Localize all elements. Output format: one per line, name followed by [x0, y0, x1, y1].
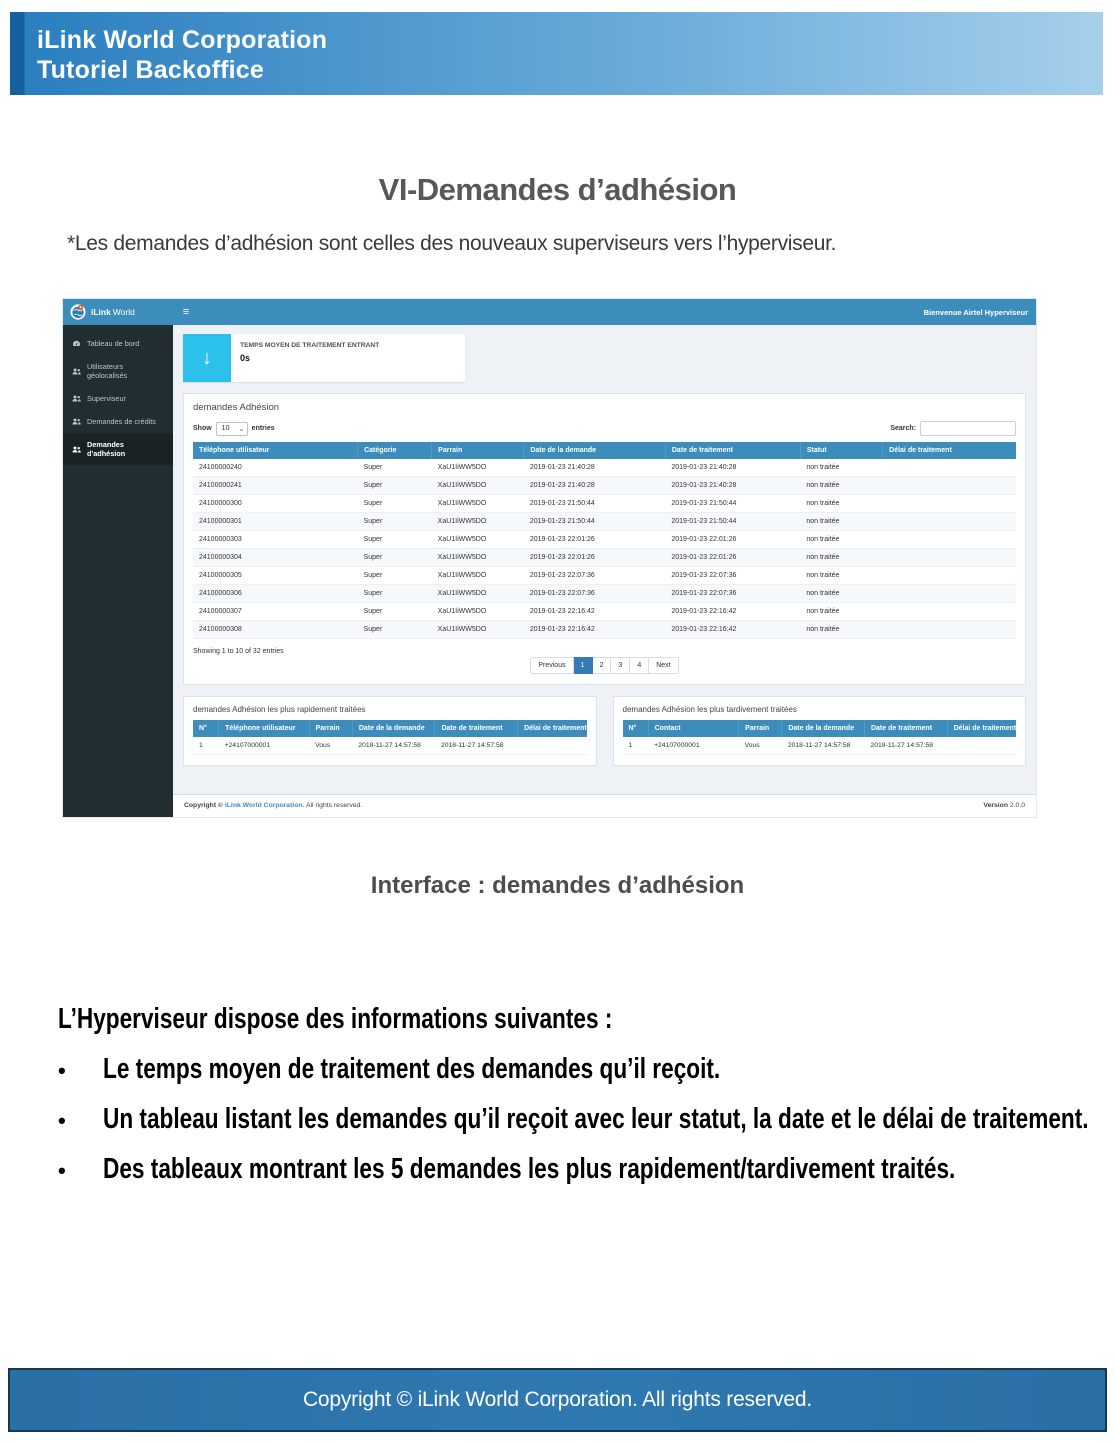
table-cell: Super [358, 531, 432, 549]
dashboard-icon [72, 339, 81, 348]
table-cell: +24107000001 [219, 737, 310, 755]
app-body [63, 325, 1036, 817]
table-cell: 2019-01-23 22:07:36 [665, 585, 800, 603]
table-cell [883, 567, 1016, 585]
table-cell: 2018-11-27 14:57:58 [352, 737, 435, 755]
entries-label: entries [251, 425, 275, 432]
brand-name-bold: iLink [91, 307, 111, 317]
table-cell: Super [358, 513, 432, 531]
table-body [193, 459, 1016, 639]
column-header[interactable]: Statut [800, 442, 882, 459]
sidebar-item-superviseur[interactable] [63, 387, 173, 410]
table-cell [883, 459, 1016, 477]
next-page-button[interactable]: Next [649, 657, 678, 674]
column-header[interactable]: Date de la demande [524, 442, 666, 459]
app-brand[interactable] [63, 299, 173, 325]
table-cell: 24100000306 [193, 585, 358, 603]
sidebar-item-label: Demandes d'adhésion [87, 440, 126, 458]
table-cell: 2019-01-23 21:40:28 [524, 459, 666, 477]
table-row [193, 585, 1016, 603]
table-cell: Super [358, 603, 432, 621]
table-row [193, 459, 1016, 477]
table-row [193, 531, 1016, 549]
table-body [193, 737, 587, 755]
brand-name-rest: World [112, 307, 135, 317]
table-cell: non traitée [800, 531, 882, 549]
table-cell: 2019-01-23 21:40:28 [524, 477, 666, 495]
search-label: Search: [890, 425, 916, 432]
panel-title: demandes Adhésion les plus tardivement traitées [622, 705, 797, 714]
table-cell: non traitée [800, 585, 882, 603]
table-cell: 2018-11-27 14:57:58 [435, 737, 518, 755]
table-cell: non traitée [800, 495, 882, 513]
stat-label: TEMPS MOYEN DE TRAITEMENT ENTRANT [240, 342, 380, 349]
table-cell: 2019-01-23 22:07:36 [524, 567, 666, 585]
users-icon [72, 417, 81, 426]
document-header [10, 12, 1103, 95]
sidebar-item-tableau-de-bord[interactable] [63, 332, 173, 355]
info-block [58, 1003, 1089, 1186]
table-cell: 1 [623, 737, 649, 755]
column-header: N° [193, 720, 219, 737]
bullet-text: Un tableau listant les demandes qu’il reçoit avec leur statut, la date et le délai de traitement. [103, 1103, 1089, 1135]
table-row [193, 513, 1016, 531]
bottom-panels-row [183, 696, 1026, 766]
table-cell: 2019-01-23 21:40:28 [665, 477, 800, 495]
column-header: Contact [648, 720, 739, 737]
table-cell: XaU1IiWW5DO [432, 495, 524, 513]
table-cell: 2019-01-23 22:01:26 [665, 531, 800, 549]
fastest-processed-table [193, 720, 587, 755]
table-cell: 24100000300 [193, 495, 358, 513]
document-footer [8, 1368, 1107, 1432]
users-icon [72, 445, 81, 454]
table-controls [193, 421, 1016, 436]
company-link[interactable]: iLink World Corporation [224, 802, 303, 809]
slowest-processed-table [623, 720, 1017, 755]
panel-title: demandes Adhésion les plus rapidement traitées [193, 705, 366, 714]
sidebar-item-demandes-adhesion[interactable] [63, 433, 173, 465]
column-header: Parrain [309, 720, 352, 737]
table-cell: 2019-01-23 22:16:42 [665, 603, 800, 621]
app-version [983, 802, 1025, 809]
table-cell [947, 737, 1016, 755]
table-body [623, 737, 1017, 755]
stat-text [231, 334, 388, 382]
stat-card-temps-moyen [183, 334, 465, 382]
table-row [193, 477, 1016, 495]
entries-summary: Showing 1 to 10 of 32 entries [193, 648, 284, 655]
table-cell: 2019-01-23 21:50:44 [665, 513, 800, 531]
download-arrow-icon: ↓ [183, 334, 231, 382]
welcome-user-text: Bienvenue Airtel Hyperviseur [923, 307, 1028, 317]
sidebar [63, 325, 173, 817]
table-row [193, 495, 1016, 513]
table-cell: 24100000304 [193, 549, 358, 567]
sidebar-item-label: Tableau de bord [87, 339, 140, 348]
version-label: Version [983, 802, 1008, 809]
page-button-1[interactable]: 1 [574, 657, 593, 674]
globe-pin-logo-icon [70, 304, 86, 320]
table-cell: 2019-01-23 21:50:44 [524, 513, 666, 531]
table-cell: Super [358, 459, 432, 477]
table-cell: 2019-01-23 22:16:42 [665, 621, 800, 639]
previous-page-button[interactable]: Previous [530, 657, 573, 674]
menu-toggle-button[interactable]: ≡ [182, 306, 190, 318]
table-header [193, 720, 587, 737]
pagination-wrap [193, 657, 1016, 674]
app-topbar [63, 299, 1036, 325]
table-cell: 24100000240 [193, 459, 358, 477]
info-bullet-1 [58, 1053, 1068, 1086]
backoffice-screenshot [62, 298, 1037, 818]
page-button-2[interactable]: 2 [593, 657, 612, 674]
table-cell [883, 495, 1016, 513]
column-header: Parrain [739, 720, 782, 737]
fastest-processed-panel [183, 696, 597, 766]
page-button-4[interactable]: 4 [630, 657, 649, 674]
table-cell: 24100000307 [193, 603, 358, 621]
table-cell: non traitée [800, 549, 882, 567]
show-label: Show [193, 425, 212, 432]
search-control [890, 421, 1016, 436]
screenshot-caption: Interface : demandes d’adhésion [370, 872, 745, 899]
table-row [193, 737, 587, 755]
table-cell: non traitée [800, 621, 882, 639]
adhesion-requests-panel [183, 393, 1026, 685]
table-cell: Super [358, 549, 432, 567]
table-cell [883, 585, 1016, 603]
table-cell: 2019-01-23 22:16:42 [524, 603, 666, 621]
slowest-processed-panel [613, 696, 1027, 766]
table-cell: 2019-01-23 22:01:26 [524, 531, 666, 549]
table-cell: 2019-01-23 22:01:26 [524, 549, 666, 567]
table-row [623, 737, 1017, 755]
table-cell: XaU1IiWW5DO [432, 477, 524, 495]
version-number: 2.0.0 [1007, 802, 1025, 809]
column-header[interactable]: Catégorie [358, 442, 432, 459]
table-cell: non traitée [800, 459, 882, 477]
page-button-3[interactable]: 3 [611, 657, 630, 674]
table-cell [518, 737, 587, 755]
stat-value: 0s [240, 353, 251, 363]
table-cell: 2019-01-23 22:16:42 [524, 621, 666, 639]
copyright-suffix: . All rights reserved. [302, 802, 363, 809]
table-row [193, 549, 1016, 567]
page-title: VI-Demandes d’adhésion [378, 172, 737, 207]
info-intro: L’Hyperviseur dispose des informations suivantes : [58, 1003, 613, 1035]
table-cell: 24100000303 [193, 531, 358, 549]
sidebar-item-label: Superviseur [87, 394, 126, 403]
bullet-text: Le temps moyen de traitement des demandes qu’il reçoit. [103, 1053, 721, 1085]
panel-title: demandes Adhésion [193, 402, 280, 413]
table-cell: 2019-01-23 22:07:36 [665, 567, 800, 585]
users-icon [72, 394, 81, 403]
bullet-glyph: • [58, 1158, 66, 1183]
table-header [623, 720, 1017, 737]
table-row [193, 621, 1016, 639]
table-cell: Super [358, 567, 432, 585]
page-size-value: 10 [221, 425, 230, 432]
column-header: Délai de traitement [518, 720, 587, 737]
table-header [193, 442, 1016, 459]
column-header: Date de traitement [864, 720, 947, 737]
table-cell: Super [358, 477, 432, 495]
column-header: Date de traitement [435, 720, 518, 737]
table-cell: 2019-01-23 22:07:36 [524, 585, 666, 603]
page-subtitle: *Les demandes d’adhésion sont celles des nouveaux superviseurs vers l’hyperviseur. [67, 232, 837, 255]
table-cell [883, 531, 1016, 549]
spacer [183, 766, 1026, 794]
table-cell: 24100000301 [193, 513, 358, 531]
table-cell: Super [358, 495, 432, 513]
table-cell: 2019-01-23 22:01:26 [665, 549, 800, 567]
table-cell [883, 513, 1016, 531]
table-cell [883, 603, 1016, 621]
table-cell: +24107000001 [648, 737, 739, 755]
table-cell: XaU1IiWW5DO [432, 603, 524, 621]
table-cell: XaU1IiWW5DO [432, 459, 524, 477]
table-cell: Super [358, 621, 432, 639]
info-bullet-2 [58, 1103, 1089, 1136]
chevron-down-icon: ⌄ [237, 423, 245, 433]
copyright-prefix: Copyright © [184, 802, 225, 809]
table-cell: non traitée [800, 567, 882, 585]
table-cell: 2019-01-23 21:50:44 [524, 495, 666, 513]
bullet-glyph: • [58, 1058, 66, 1083]
app-main-content [173, 325, 1036, 817]
table-cell [883, 621, 1016, 639]
table-cell [883, 549, 1016, 567]
bullet-glyph: • [58, 1108, 66, 1133]
table-cell: Vous [309, 737, 352, 755]
table-cell: non traitée [800, 477, 882, 495]
column-header[interactable]: Date de traitement [665, 442, 800, 459]
info-bullet-3 [58, 1153, 1068, 1186]
table-cell: 2019-01-23 21:50:44 [665, 495, 800, 513]
table-cell: XaU1IiWW5DO [432, 549, 524, 567]
table-cell: XaU1IiWW5DO [432, 513, 524, 531]
page-size-select[interactable] [216, 422, 248, 436]
adhesion-requests-table [193, 442, 1016, 639]
table-cell: XaU1IiWW5DO [432, 585, 524, 603]
header-line2: Tutoriel Backoffice [37, 56, 264, 84]
table-row [193, 603, 1016, 621]
table-cell: 2018-11-27 14:57:58 [782, 737, 865, 755]
topbar-spacer [199, 299, 924, 325]
table-cell: XaU1IiWW5DO [432, 621, 524, 639]
column-header[interactable]: Délai de traitement [883, 442, 1016, 459]
table-cell: XaU1IiWW5DO [432, 567, 524, 585]
footer-copyright-text: Copyright © iLink World Corporation. All rights reserved. [302, 1388, 813, 1411]
app-copyright [184, 802, 362, 809]
table-cell: 24100000305 [193, 567, 358, 585]
table-cell: non traitée [800, 513, 882, 531]
header-line1: iLink World Corporation [37, 26, 328, 54]
column-header[interactable]: Parrain [432, 442, 524, 459]
sidebar-item-demandes-de-credits[interactable] [63, 410, 173, 433]
bullet-text: Des tableaux montrant les 5 demandes les plus rapidement/tardivement traités. [103, 1153, 956, 1185]
column-header: Téléphone utilisateur [219, 720, 310, 737]
table-row [193, 567, 1016, 585]
column-header: N° [623, 720, 649, 737]
app-footer [173, 794, 1036, 817]
sidebar-item-label: Utilisateurs géolocalisés [87, 362, 128, 380]
table-cell [883, 477, 1016, 495]
column-header: Date de la demande [352, 720, 435, 737]
users-icon [72, 367, 81, 376]
table-cell: XaU1IiWW5DO [432, 531, 524, 549]
table-cell: 24100000308 [193, 621, 358, 639]
table-cell: Vous [739, 737, 782, 755]
table-cell: Super [358, 585, 432, 603]
pagination [530, 657, 678, 674]
column-header: Date de la demande [782, 720, 865, 737]
sidebar-item-label: Demandes de crédits [87, 417, 156, 426]
column-header[interactable]: Téléphone utilisateur [193, 442, 358, 459]
sidebar-item-utilisateurs-geolocalises[interactable] [63, 355, 173, 387]
table-cell: 1 [193, 737, 219, 755]
table-cell: 24100000241 [193, 477, 358, 495]
table-cell: non traitée [800, 603, 882, 621]
page-size-control [193, 422, 275, 436]
table-cell: 2019-01-23 21:40:28 [665, 459, 800, 477]
table-cell: 2018-11-27 14:57:58 [864, 737, 947, 755]
search-input[interactable] [920, 421, 1016, 436]
column-header: Délai de traitement [947, 720, 1016, 737]
